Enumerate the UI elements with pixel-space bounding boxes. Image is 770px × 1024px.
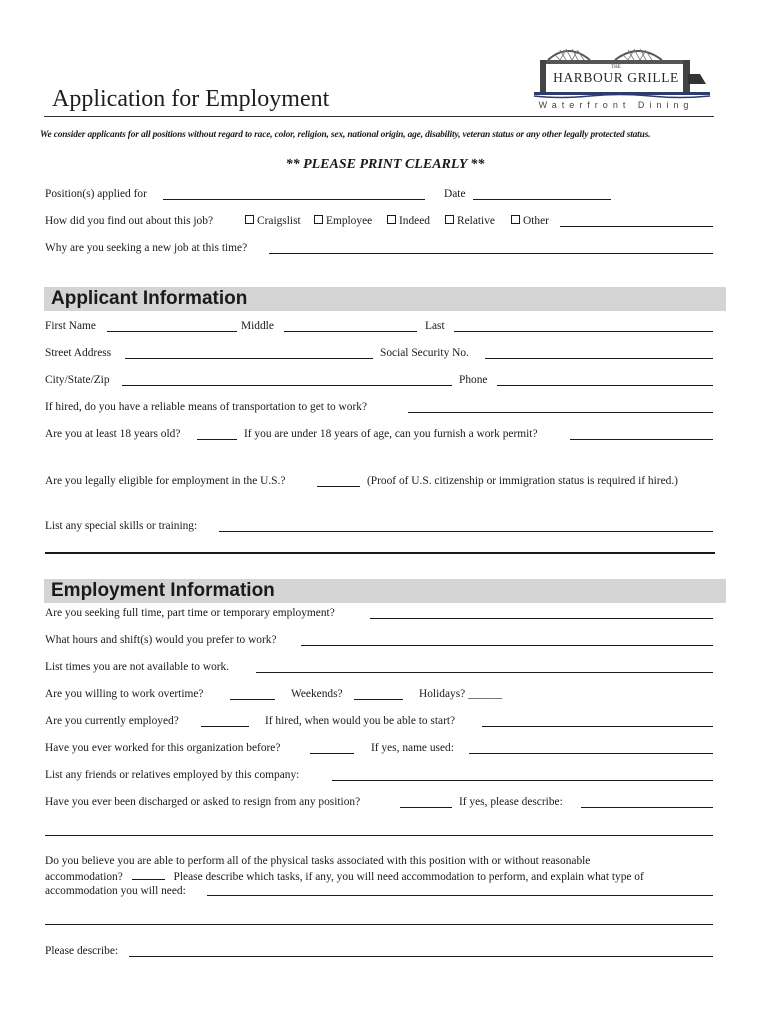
position-label: Position(s) applied for — [45, 188, 147, 200]
transport-label: If hired, do you have a reliable means of transportation to get to work? — [45, 401, 367, 413]
why-row — [45, 241, 725, 255]
accommodation-need-field-extra[interactable] — [45, 924, 713, 925]
hours-label: What hours and shift(s) would you prefer to work? — [45, 634, 277, 646]
friends-row — [45, 768, 725, 782]
worked-before-label: Have you ever worked for this organization before? — [45, 742, 281, 754]
worked-before-field[interactable] — [310, 753, 354, 754]
overtime-field[interactable] — [230, 699, 275, 700]
describe-yes-label: If yes, please describe: — [459, 796, 563, 808]
option-craigslist[interactable]: Craigslist — [245, 214, 301, 228]
name-row — [45, 319, 725, 333]
applicant-info-header: Applicant Information — [44, 287, 726, 311]
checkbox-employee[interactable] — [314, 215, 323, 224]
eligible-field[interactable] — [317, 486, 360, 487]
city-row — [45, 373, 725, 387]
friends-field[interactable] — [332, 780, 713, 781]
city-field[interactable] — [122, 385, 452, 386]
seeking-label: Are you seeking full time, part time or temporary employment? — [45, 607, 335, 619]
overtime-label: Are you willing to work overtime? — [45, 688, 204, 700]
eligible-row — [45, 474, 725, 488]
print-clearly-notice: ** PLEASE PRINT CLEARLY ** — [285, 157, 485, 172]
hours-row — [45, 633, 725, 647]
skills-field[interactable] — [219, 531, 713, 532]
option-other[interactable]: Other — [511, 214, 549, 228]
name-used-label: If yes, name used: — [371, 742, 454, 754]
phone-label: Phone — [459, 374, 488, 386]
why-field[interactable] — [269, 253, 713, 254]
find-job-label: How did you find out about this job? — [45, 215, 214, 227]
street-field[interactable] — [125, 358, 373, 359]
position-row — [45, 187, 725, 201]
accommodation-need-field[interactable] — [207, 895, 713, 896]
ssn-label: Social Security No. — [380, 347, 469, 359]
last-label: Last — [425, 320, 445, 332]
please-describe-label: Please describe: — [45, 945, 119, 957]
overtime-row — [45, 687, 725, 701]
middle-field[interactable] — [284, 331, 417, 332]
equal-opportunity-disclaimer: We consider applicants for all positions without regard to race, color, religion, sex, national origin, age, disability, veteran status or any other legally protected status. — [40, 130, 651, 140]
harbour-grille-logo — [520, 44, 718, 114]
title-divider — [44, 116, 714, 117]
age-row — [45, 427, 725, 441]
holidays-label: Holidays? ______ — [419, 688, 503, 700]
skills-label: List any special skills or training: — [45, 520, 198, 532]
start-field[interactable] — [482, 726, 713, 727]
not-available-field[interactable] — [256, 672, 713, 673]
employment-info-header: Employment Information — [44, 579, 726, 603]
phone-field[interactable] — [497, 385, 713, 386]
employed-label: Are you currently employed? — [45, 715, 179, 727]
hours-field[interactable] — [301, 645, 713, 646]
discharged-field[interactable] — [400, 807, 452, 808]
not-available-label: List times you are not available to work. — [45, 661, 230, 673]
physical-tasks-question — [45, 854, 725, 899]
checkbox-indeed[interactable] — [387, 215, 396, 224]
name-used-field[interactable] — [469, 753, 713, 754]
please-describe-row — [45, 944, 725, 958]
address-row — [45, 346, 725, 360]
weekends-label: Weekends? — [291, 688, 343, 700]
please-describe-field[interactable] — [129, 956, 713, 957]
date-label: Date — [444, 188, 466, 200]
seeking-row — [45, 606, 725, 620]
employed-field[interactable] — [201, 726, 249, 727]
permit-label: If you are under 18 years of age, can you furnish a work permit? — [244, 428, 538, 440]
start-label: If hired, when would you be able to start? — [265, 715, 456, 727]
discharged-label: Have you ever been discharged or asked to resign from any position? — [45, 796, 361, 808]
skills-field-extra[interactable] — [45, 552, 715, 554]
friends-label: List any friends or relatives employed by this company: — [45, 769, 300, 781]
street-label: Street Address — [45, 347, 112, 359]
position-field[interactable] — [163, 199, 425, 200]
city-label: City/State/Zip — [45, 374, 110, 386]
logo-small-text: THE — [611, 65, 621, 70]
why-label: Why are you seeking a new job at this time? — [45, 242, 248, 254]
other-field[interactable] — [560, 226, 713, 227]
bridge-logo-icon — [520, 44, 718, 114]
first-name-field[interactable] — [107, 331, 237, 332]
option-indeed[interactable]: Indeed — [387, 214, 430, 228]
age18-field[interactable] — [197, 439, 237, 440]
logo-name: HARBOUR GRILLE — [553, 70, 679, 85]
page-title: Application for Employment — [52, 86, 330, 112]
physical-line-1: Do you believe you are able to perform all of the physical tasks associated with this position with or without reasonable — [45, 855, 591, 867]
middle-label: Middle — [241, 320, 274, 332]
seeking-field[interactable] — [370, 618, 713, 619]
worked-before-row — [45, 741, 725, 755]
ssn-field[interactable] — [485, 358, 713, 359]
skills-row — [45, 519, 725, 533]
option-relative[interactable]: Relative — [445, 214, 495, 228]
proof-note: (Proof of U.S. citizenship or immigration status is required if hired.) — [367, 475, 678, 487]
first-name-label: First Name — [45, 320, 96, 332]
describe-yes-field[interactable] — [581, 807, 713, 808]
physical-line-2b: Please describe which tasks, if any, you will need accommodation to perform, and explain what type of — [173, 871, 644, 883]
employed-row — [45, 714, 725, 728]
physical-line-3: accommodation you will need: — [45, 885, 186, 897]
option-employee[interactable]: Employee — [314, 214, 372, 228]
permit-field[interactable] — [570, 439, 713, 440]
physical-line-2a: accommodation? — [45, 871, 123, 883]
checkbox-other[interactable] — [511, 215, 520, 224]
not-available-row — [45, 660, 725, 674]
transport-field[interactable] — [408, 412, 713, 413]
discharged-row — [45, 795, 725, 809]
transport-row — [45, 400, 725, 414]
checkbox-craigslist[interactable] — [245, 215, 254, 224]
find-job-row — [45, 214, 725, 228]
accommodation-field[interactable] — [132, 869, 165, 880]
last-field[interactable] — [454, 331, 713, 332]
weekends-field[interactable] — [354, 699, 403, 700]
logo-tagline: Waterfront Dining — [538, 100, 694, 110]
describe-yes-field-extra[interactable] — [45, 835, 713, 836]
eligible-label: Are you legally eligible for employment in the U.S.? — [45, 475, 286, 487]
age18-label: Are you at least 18 years old? — [45, 428, 181, 440]
checkbox-relative[interactable] — [445, 215, 454, 224]
date-field[interactable] — [473, 199, 611, 200]
